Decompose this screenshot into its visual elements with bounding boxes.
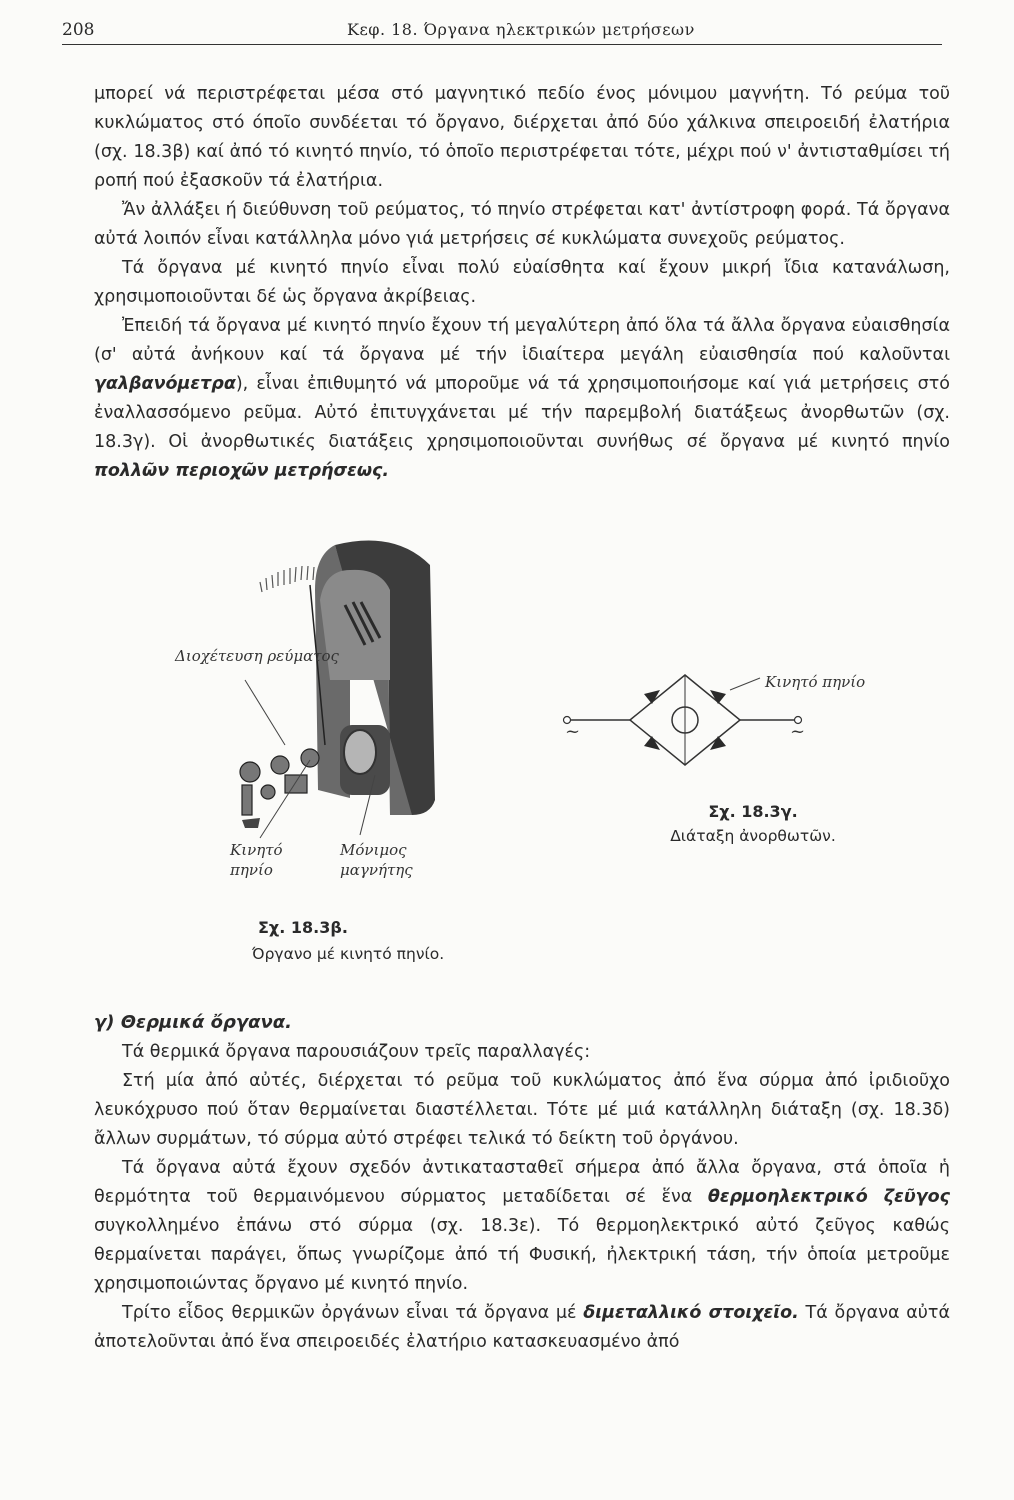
section-heading: γ) Θερμικά ὄργανα. [94, 1012, 292, 1033]
text-run: Ἐπειδή τά ὄργανα μέ κινητό πηνίο ἔχουν τή μεγαλύτερη ἀπό ὅλα τά ἄλλα ὄργανα εὐαισθησία (σ' αὐτά ἀνήκουν καί τά ὄργανα μέ τήν ἰδιαίτερα μεγάλη εὐαισθησία πού καλοῦνται [94, 316, 950, 365]
caption-number: Σχ. 18.3γ. [708, 802, 798, 821]
emphasis-thermocouple: θερμοηλεκτρικό ζεῦγος [707, 1187, 951, 1207]
paragraph: Στή μία ἀπό αὐτές, διέρχεται τό ρεῦμα τοῦ κυκλώματος ἀπό ἕνα σύρμα ἀπό ἰριδιοῦχο λευκόχρυσο πού ὅταν θερμαίνεται διαστέλλεται. Τότε μέ μιά κατάλληλη διάταξη (σχ. 18.3δ) ἄλλων συρμάτων, τό σύρμα αὐτό στρέφει τελικά τό δείκτη τοῦ ὀργάνου. [94, 1071, 950, 1149]
text-block-top [94, 80, 950, 486]
leader-line [730, 678, 760, 690]
label-moving-coil: Κινητό πηνίο [230, 841, 283, 879]
ac-symbol-right: ~ [790, 721, 806, 742]
paragraph: Ἄν ἀλλάξει ή διεύθυνση τοῦ ρεύματος, τό πηνίο στρέφεται κατ' ἀντίστροφη φορά. Τά ὄργανα αὐτά λοιπόν εἶναι κατάλληλα μόνο γιά μετρήσεις σέ κυκλώματα συνεχοῦς ρεύματος. [94, 200, 950, 249]
paragraph [94, 1154, 950, 1299]
text-run: συγκολλημένο ἐπάνω στό σύρμα (σχ. 18.3ε). Τό θερμοηλεκτρικό αὐτό ζεῦγος καθώς θερμαίνεται παράγει, ὅπως γνωρίζομε ἀπό τή Φυσική, ἠλεκτρική τάση, τήν ὁποία μετροῦμε χρησιμοποιώντας ὄργανο μέ κινητό πηνίο. [94, 1216, 950, 1294]
label-permanent-magnet: Μόνιμος μαγνήτης [340, 841, 413, 879]
emphasis-multirange: πολλῶν περιοχῶν μετρήσεως. [94, 461, 390, 481]
spring-mechanism [240, 749, 319, 815]
running-header [62, 14, 942, 45]
caption-18-3c [648, 802, 858, 845]
base-block [242, 818, 260, 828]
page-number: 208 [62, 20, 95, 40]
emphasis-bimetallic: διμεταλλικό στοιχεῖο. [583, 1303, 799, 1323]
bridge-wires [570, 675, 795, 765]
label-moving-coil-bridge: Κινητό πηνίο [765, 673, 866, 691]
text-run: Τά ὄργανα αὐτά ἔχουν σχεδόν ἀντικατασταθεῖ σήμερα ἀπό ἄλλα ὄργανα, στά ὁποῖα ἡ θερμότητα τοῦ θερμαινόμενου σύρματος μεταδίδεται σέ ἕνα [94, 1158, 950, 1207]
caption-text: Διάταξη ἀνορθωτῶν. [670, 827, 836, 845]
caption-number: Σχ. 18.3β. [258, 918, 348, 937]
text-block-bottom [94, 1038, 950, 1357]
text-run: ), εἶναι ἐπιθυμητό νά μποροῦμε νά τά χρησιμοποιήσομε καί γιά μετρήσεις στό ἐναλλασσόμενο ρεῦμα. Αὐτό ἐπιτυγχάνεται μέ τήν παρεμβολή διατάξεως ἀνορθωτῶν (σχ. 18.3γ). Οἱ ἀνορθωτικές διατάξεις χρησιμοποιοῦνται συνήθως σέ ὄργανα μέ κινητό πηνίο [94, 374, 950, 452]
paragraph [94, 1299, 950, 1357]
paragraph: μπορεί νά περιστρέφεται μέσα στό μαγνητικό πεδίο ένος μόνιμου μαγνήτη. Τό ρεύμα τοῦ κυκλώματος στό όποῖο συνδέεται τό ὄργανο, διέρχεται ἀπό δύο χάλκινα σπειροειδή ἐλατήρια (σχ. 18.3β) καί ἀπό τό κινητό πηνίο, τό ὁποῖο περιστρέφεται τότε, μέχρι πού ν' ἀντισταθμίσει τή ροπή πού ἐξασκοῦν τά ἐλατήρια. [94, 84, 950, 191]
caption-18-3b [252, 918, 455, 963]
paragraph: Τά θερμικά ὄργανα παρουσιάζουν τρεῖς παραλλαγές: [122, 1042, 591, 1062]
moving-coil [344, 730, 376, 774]
chapter-title: Κεφ. 18. Όργανα ηλεκτρικών μετρήσεων [347, 20, 695, 39]
label-current-supply: Διοχέτευση ρεύματος [175, 647, 339, 665]
paragraph: Τά ὄργανα μέ κινητό πηνίο εἶναι πολύ εὐαίσθητα καί ἔχουν μικρή ἴδια κατανάλωση, χρησιμοποιοῦνται δέ ὡς ὄργανα ἀκρίβειας. [94, 258, 950, 307]
text-run: Τά ὄργανα αὐτά ἀποτελοῦνται ἀπό ἕνα σπειροειδές ἐλατήριο κατασκευασμένο ἀπό [94, 1303, 950, 1352]
caption-text: Όργανο μέ κινητό πηνίο. [252, 945, 445, 963]
scale-ticks [260, 566, 314, 592]
text-run: Τρίτο εἶδος θερμικῶν ὀργάνων εἶναι τά ὄργανα μέ [122, 1303, 584, 1323]
emphasis-galvanometers: γαλβανόμετρα [94, 374, 236, 394]
paragraph [94, 312, 950, 486]
ac-symbol-left: ~ [565, 721, 581, 742]
